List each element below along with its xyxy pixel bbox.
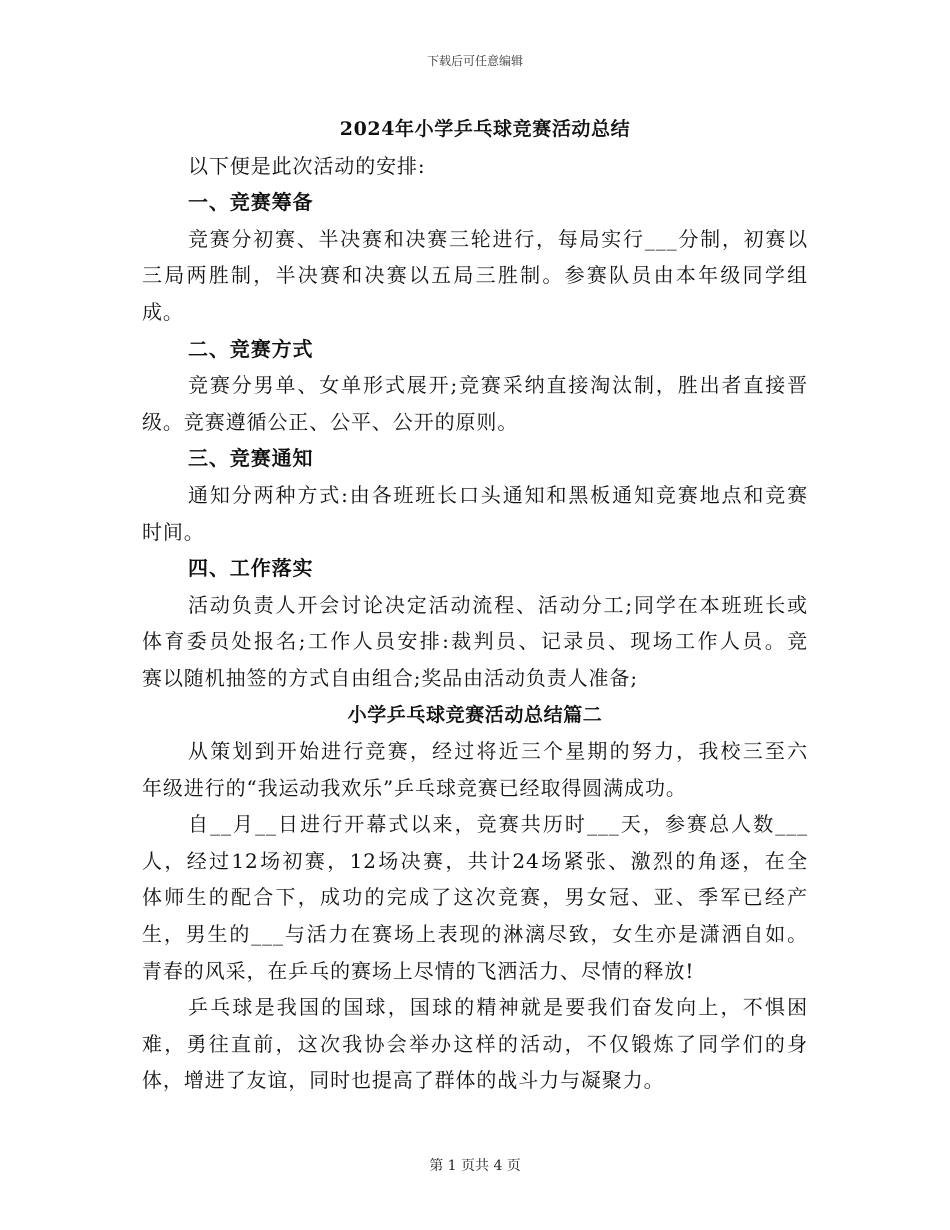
paragraph-line: 自__月__日进行开幕式以来，竞赛共历时___天，参赛总人数___ [188, 812, 808, 837]
paragraph-line: 体，增进了友谊，同时也提高了群体的战斗力与凝聚力。 [142, 1068, 665, 1093]
paragraph-line: 竞赛分初赛、半决赛和决赛三轮进行，每局实行___分制，初赛以 [188, 226, 808, 251]
paragraph-line: 体师生的配合下，成功的完成了这次竞赛，男女冠、亚、季军已经产 [142, 885, 808, 910]
paragraph-line: 青春的风采，在乒乓的赛场上尽情的飞洒活力、尽情的释放! [142, 958, 695, 983]
paragraph-line: 通知分两种方式:由各班班长口头通知和黑板通知竞赛地点和竞赛 [188, 482, 808, 507]
document-title: 2024年小学乒乓球竞赛活动总结 [339, 118, 631, 140]
paragraph-line: 时间。 [142, 519, 205, 544]
section-title: 小学乒乓球竞赛活动总结篇二 [347, 703, 603, 726]
paragraph-line: 竞赛分男单、女单形式展开;竞赛采纳直接淘汰制，胜出者直接晋 [188, 373, 808, 398]
section-heading: 二、竞赛方式 [188, 336, 314, 361]
paragraph-line: 赛以随机抽签的方式自由组合;奖品由活动负责人准备; [142, 665, 638, 690]
paragraph-line: 级。竞赛遵循公正、公平、公开的原则。 [142, 409, 519, 434]
paragraph-line: 三局两胜制，半决赛和决赛以五局三胜制。参赛队员由本年级同学组 [142, 263, 808, 288]
paragraph-line: 人，经过12场初赛，12场决赛，共计24场紧张、激烈的角逐，在全 [142, 848, 808, 873]
header-note: 下载后可任意编辑 [426, 54, 523, 68]
paragraph-line: 体育委员处报名;工作人员安排:裁判员、记录员、现场工作人员。竞 [142, 629, 808, 654]
paragraph-line: 乒乓球是我国的国球，国球的精神就是要我们奋发向上，不惧困 [188, 995, 808, 1020]
paragraph-line: 难，勇往直前，这次我协会举办这样的活动，不仅锻炼了同学们的身 [142, 1031, 808, 1056]
document-body [142, 111, 808, 1099]
paragraph-line: 活动负责人开会讨论决定活动流程、活动分工;同学在本班班长或 [188, 592, 808, 617]
section-heading: 一、竞赛筹备 [188, 190, 314, 215]
section-heading: 四、工作落实 [188, 556, 314, 581]
paragraph-line: 以下便是此次活动的安排: [188, 153, 426, 178]
paragraph-line: 年级进行的“我运动我欢乐”乒乓球竞赛已经取得圆满成功。 [142, 775, 687, 800]
page-number: 第 1 页共 4 页 [429, 1158, 521, 1174]
paragraph-line: 成。 [142, 299, 184, 324]
paragraph-line: 生，男生的___与活力在赛场上表现的淋漓尽致，女生亦是潇洒自如。 [142, 922, 808, 947]
section-heading: 三、竞赛通知 [188, 446, 314, 471]
paragraph-line: 从策划到开始进行竞赛，经过将近三个星期的努力，我校三至六 [188, 739, 808, 764]
